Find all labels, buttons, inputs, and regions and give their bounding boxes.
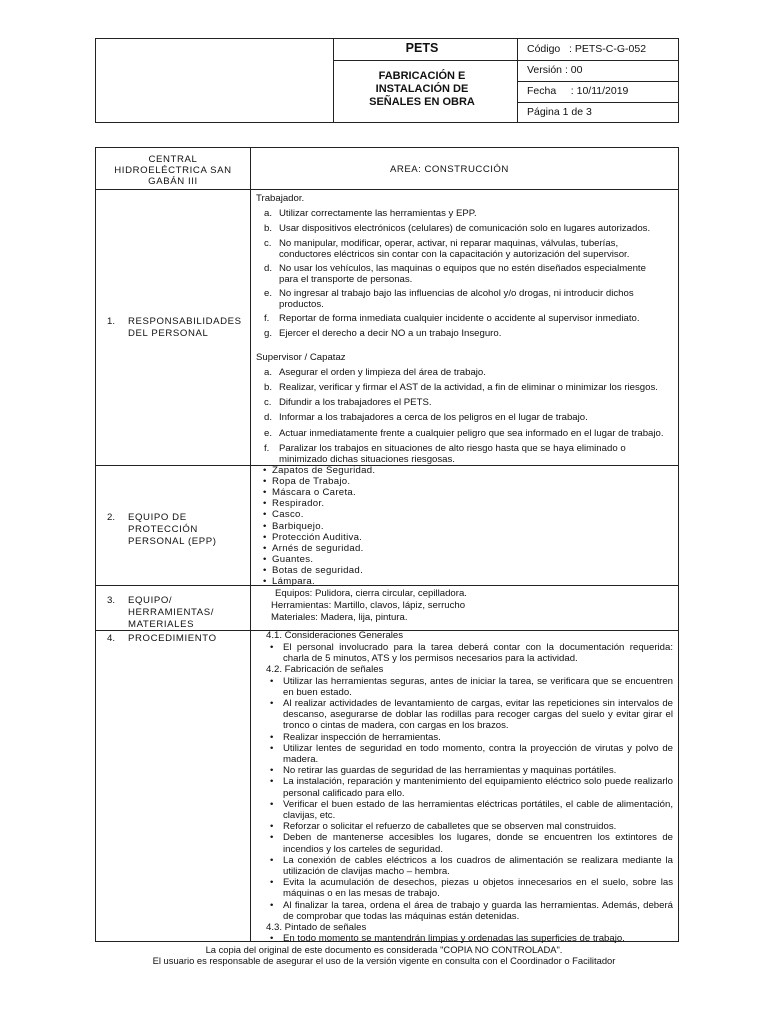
procedure-line: charla de 5 minutos, ATS y los permisos necesarios para la actividad.: [283, 653, 578, 665]
list-marker: d.: [264, 412, 273, 423]
list-marker: d.: [264, 263, 273, 274]
bullet-icon: •: [263, 564, 267, 576]
procedure-line: No retirar las guardas de seguridad de las herramientas y maquinas portátiles.: [283, 765, 617, 777]
bullet-icon: •: [270, 899, 274, 911]
pagina-field: Página 1 de 3: [527, 106, 592, 118]
list-marker: f.: [264, 313, 270, 324]
list-item: No manipular, modificar, operar, activar, ni reparar maquinas, válvulas, tuberías,: [279, 238, 619, 249]
document-title: FABRICACIÓN E INSTALACIÓN DE SEÑALES EN OBRA: [369, 70, 475, 108]
procedure-line: Deben de mantenerse accesibles los lugares, donde se encuentren los extintores de: [283, 832, 673, 844]
list-marker: e.: [264, 288, 273, 299]
list-item: Difundir a los trabajadores el PETS.: [279, 397, 432, 408]
epp-item: Protección Auditiva.: [272, 531, 363, 543]
bullet-icon: •: [263, 553, 267, 565]
list-marker: b.: [264, 382, 273, 393]
codigo-field: Código : PETS-C-G-052: [527, 43, 647, 55]
bullet-icon: •: [263, 465, 267, 476]
list-marker: c.: [264, 238, 272, 249]
list-item: productos.: [279, 299, 324, 310]
epp-item: Arnés de seguridad.: [272, 542, 364, 554]
section-label-epp: EQUIPO DE PROTECCIÓN PERSONAL (EPP): [128, 512, 217, 547]
procedure-line: La conexión de cables eléctricos a los cuadros de alimentación se realizara mediante la: [283, 854, 673, 866]
equipo-line: Materiales: Madera, lija, pintura.: [271, 612, 408, 623]
epp-item: Máscara o Careta.: [272, 487, 357, 499]
section-number: 2.: [107, 512, 116, 523]
section-number: 1.: [107, 316, 116, 327]
list-marker: a.: [264, 208, 273, 219]
list-item: Paralizar los trabajos en situaciones de alto riesgo hasta que se haya eliminado o: [279, 443, 626, 454]
epp-item: Botas de seguridad.: [272, 564, 364, 576]
bullet-icon: •: [263, 576, 267, 587]
bullet-icon: •: [270, 877, 274, 889]
bullet-icon: •: [270, 742, 274, 754]
bullet-icon: •: [263, 531, 267, 543]
bullet-icon: •: [270, 765, 274, 777]
epp-item: Zapatos de Seguridad.: [272, 465, 376, 476]
list-item: para el transporte de personas.: [279, 274, 413, 285]
list-item: Reportar de forma inmediata cualquier incidente o accidente al supervisor inmediato.: [279, 313, 640, 324]
epp-item: Ropa de Trabajo.: [272, 476, 351, 488]
procedure-line: tronco o cintas de madera, con cargas en los brazos.: [283, 720, 509, 732]
procedure-line: clavijas, etc.: [283, 810, 336, 821]
list-item: Informar a los trabajadores a cerca de los peligros en el lugar de trabajo.: [279, 412, 588, 423]
bullet-icon: •: [270, 854, 274, 866]
list-marker: g.: [264, 328, 273, 339]
footer-line-2: El usuario es responsable de asegurar el uso de la versión vigente en consulta con el Coordinador o Facilitador: [152, 955, 616, 966]
procedure-line: descanso, asegurarse de doblar las rodillas para recoger cargas del suelo y evitar girar el: [283, 709, 673, 721]
procedure-line: utilización de clavijas macho – hembra.: [283, 866, 450, 877]
procedure-line: Al finalizar la tarea, ordena el área de trabajo y guarda las herramientas. Además, deberá: [283, 899, 673, 911]
pets-label: PETS: [405, 41, 439, 55]
list-item: minimizado dichas situaciones riesgosas.: [279, 454, 455, 465]
bullet-icon: •: [263, 487, 267, 499]
bullet-icon: •: [263, 542, 267, 554]
list-marker: e.: [264, 428, 273, 439]
equipo-line: Equipos: Pulidora, cierra circular, cepilladora.: [275, 588, 467, 599]
list-item: Asegurar el orden y limpieza del área de trabajo.: [279, 367, 486, 378]
section-label-responsabilidades: RESPONSABILIDADES DEL PERSONAL: [128, 316, 242, 339]
bullet-icon: •: [270, 698, 274, 709]
procedure-line: Utilizar las herramientas seguras, antes de iniciar la tarea, se verificara que se encuentren: [283, 675, 673, 687]
procedure-line: Evita la acumulación de desechos, piezas u objetos innecesarios en el suelo, sobre las: [283, 877, 673, 889]
epp-item: Lámpara.: [272, 576, 315, 587]
bullet-icon: •: [270, 776, 274, 788]
section-number: 4.: [107, 633, 116, 644]
bullet-icon: •: [263, 476, 267, 488]
subheading-4-2: 4.2. Fabricación de señales: [266, 664, 384, 676]
central-label: CENTRAL HIDROELÉCTRICA SAN GABÁN III: [114, 154, 232, 188]
equipo-line: Herramientas: Martillo, clavos, lápiz, serrucho: [271, 600, 466, 611]
epp-item: Casco.: [272, 509, 304, 521]
epp-item: Respirador.: [272, 498, 325, 510]
subheading-4-3: 4.3. Pintado de señales: [266, 922, 367, 933]
procedure-line: La instalación, reparación y mantenimiento del equipamiento eléctrico solo puede realizarlo: [283, 776, 673, 788]
bullet-icon: •: [270, 642, 274, 653]
list-item: Utilizar correctamente las herramientas y EPP.: [279, 208, 477, 219]
procedure-line: Al realizar actividades de levantamiento de cargas, evitar las repeticiones sin intervalos de: [283, 698, 673, 709]
bullet-icon: •: [270, 933, 274, 945]
procedure-line: En todo momento se mantendrán limpias y ordenadas las superficies de trabajo.: [283, 933, 625, 945]
trabajador-title: Trabajador.: [256, 193, 305, 204]
area-label: AREA: CONSTRUCCIÓN: [390, 164, 509, 175]
bullet-icon: •: [263, 520, 267, 532]
procedure-line: máquinas o en las mesas de trabajo.: [283, 888, 440, 900]
list-item: No ingresar al trabajo bajo las influencias de alcohol y/o drogas, ni introducir dichos: [279, 288, 634, 299]
list-item: conductores eléctricos sin contar con la capacitación y autorización del supervisor.: [279, 249, 630, 260]
procedure-line: Reforzar o solicitar el refuerzo de caballetes que se observen mal construidos.: [283, 821, 617, 833]
procedure-line: Realizar inspección de herramientas.: [283, 731, 441, 743]
procedure-line: Utilizar lentes de seguridad en todo momento, contra la proyección de virutas y polvo de: [283, 742, 673, 754]
section-label-equipos: EQUIPO/ HERRAMIENTAS/ MATERIALES: [128, 595, 214, 630]
bullet-icon: •: [270, 798, 274, 810]
list-item: Actuar inmediatamente frente a cualquier peligro que sea informado en el lugar de trabajo.: [279, 428, 664, 439]
supervisor-title: Supervisor / Capataz: [256, 352, 346, 363]
list-item: Ejercer el derecho a decir NO a un trabajo Inseguro.: [279, 328, 502, 339]
bullet-icon: •: [263, 498, 267, 510]
footer-line-1: La copia del original de este documento es considerada "COPIA NO CONTROLADA".: [205, 944, 563, 955]
procedure-line: incendios y los carteles de seguridad.: [283, 843, 443, 855]
section-label-procedimiento: PROCEDIMIENTO: [128, 633, 217, 644]
bullet-icon: •: [270, 821, 274, 833]
bullet-icon: •: [263, 509, 267, 521]
version-field: Versión : 00: [527, 64, 583, 76]
procedure-line: de comprobar que todas las máquinas están detenidas.: [283, 910, 520, 922]
fecha-field: Fecha : 10/11/2019: [527, 85, 629, 97]
subheading-4-1: 4.1. Consideraciones Generales: [266, 630, 404, 641]
list-item: Usar dispositivos electrónicos (celulares) de comunicación solo en lugares autorizados.: [279, 223, 651, 234]
procedure-line: madera.: [283, 754, 319, 765]
section-number: 3.: [107, 595, 116, 606]
list-marker: b.: [264, 223, 273, 234]
procedure-line: en buen estado.: [283, 686, 352, 698]
bullet-icon: •: [270, 832, 274, 844]
list-marker: a.: [264, 367, 273, 378]
list-item: No usar los vehículos, las maquinas o equipos que no estén diseñados especialmente: [279, 263, 646, 274]
epp-item: Guantes.: [272, 553, 314, 565]
bullet-icon: •: [270, 675, 274, 687]
epp-item: Barbiquejo.: [272, 520, 324, 532]
procedure-line: personal calificado para ello.: [283, 787, 405, 799]
list-marker: c.: [264, 397, 272, 408]
procedure-line: El personal involucrado para la tarea deberá contar con la documentación requerida:: [283, 642, 673, 653]
bullet-icon: •: [270, 731, 274, 743]
list-item: Realizar, verificar y firmar el AST de la actividad, a fin de eliminar o minimizar los riesgos.: [279, 382, 658, 393]
list-marker: f.: [264, 443, 270, 454]
procedure-line: Verificar el buen estado de las herramientas eléctricas portátiles, el cable de alimentación,: [283, 798, 673, 810]
